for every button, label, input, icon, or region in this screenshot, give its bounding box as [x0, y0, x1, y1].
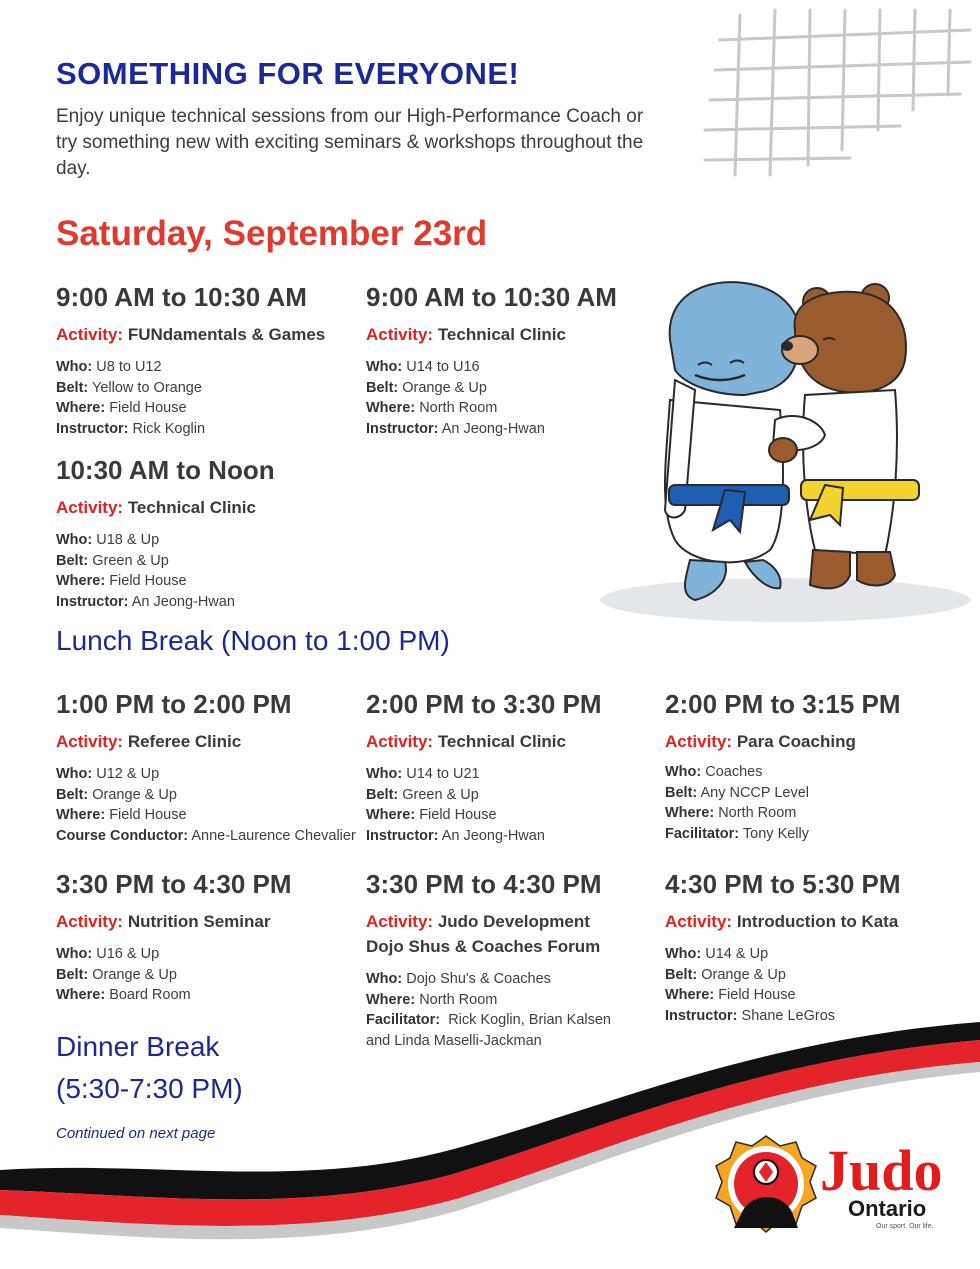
- page-headline: SOMETHING FOR EVERYONE!: [56, 56, 520, 91]
- mat-grid-decoration: [700, 0, 980, 190]
- brand-tagline: Our sport. Our life.: [876, 1223, 934, 1230]
- judo-mascots-illustration: [595, 270, 980, 630]
- session-details: Who: U16 & Up Belt: Orange & Up Where: Board Room: [56, 946, 191, 1003]
- session-details: Who: U8 to U12 Belt: Yellow to Orange Where: Field House Instructor: Rick Koglin: [56, 359, 206, 437]
- session-activity: Activity: FUNdamentals & Games: [56, 325, 326, 344]
- session-card: [665, 869, 901, 1026]
- lunch-break: Lunch Break (Noon to 1:00 PM): [56, 625, 450, 656]
- session-card: [366, 689, 602, 846]
- session-time: 2:00 PM to 3:30 PM: [366, 689, 602, 719]
- session-details: Who: U14 to U16 Belt: Orange & Up Where: North Room Instructor: An Jeong-Hwan: [366, 359, 545, 437]
- dinner-break: Dinner Break (5:30-7:30 PM): [56, 1031, 243, 1104]
- session-activity: Activity: Para Coaching: [665, 732, 856, 751]
- brand-name: Judo: [820, 1138, 943, 1203]
- session-time: 10:30 AM to Noon: [56, 455, 275, 485]
- session-card: [56, 689, 356, 846]
- session-activity: Activity: Introduction to Kata: [665, 912, 899, 931]
- session-details: Who: U18 & Up Belt: Green & Up Where: Field House Instructor: An Jeong-Hwan: [56, 532, 235, 610]
- session-time: 3:30 PM to 4:30 PM: [56, 869, 292, 899]
- session-activity: Activity: Technical Clinic: [366, 325, 566, 344]
- session-time: 3:30 PM to 4:30 PM: [366, 869, 602, 899]
- session-details: Who: U12 & Up Belt: Orange & Up Where: Field House Course Conductor: Anne-Laurence Chevalier: [56, 766, 356, 844]
- session-activity: Activity: Referee Clinic: [56, 732, 242, 751]
- session-card: [56, 282, 325, 439]
- session-details: Who: Coaches Belt: Any NCCP Level Where: North Room Facilitator: Tony Kelly: [665, 764, 809, 842]
- session-time: 9:00 AM to 10:30 AM: [56, 282, 307, 312]
- session-details: Who: U14 & Up Belt: Orange & Up Where: Field House Instructor: Shane LeGros: [665, 946, 836, 1024]
- session-activity: Activity: Nutrition Seminar: [56, 912, 271, 931]
- brand-subtitle: Ontario: [848, 1196, 927, 1221]
- session-card: [56, 869, 292, 1006]
- session-activity: Activity: Technical Clinic: [56, 498, 256, 517]
- intro-paragraph: Enjoy unique technical sessions from our High-Performance Coach or try something new with exciting seminars & workshops throughout the day.: [56, 106, 644, 179]
- session-activity: Activity: Technical Clinic: [366, 732, 566, 751]
- session-time: 4:30 PM to 5:30 PM: [665, 869, 901, 899]
- event-date: Saturday, September 23rd: [56, 214, 488, 253]
- session-time: 1:00 PM to 2:00 PM: [56, 689, 292, 719]
- session-time: 2:00 PM to 3:15 PM: [665, 689, 901, 719]
- session-details: Who: U14 to U21 Belt: Green & Up Where: Field House Instructor: An Jeong-Hwan: [366, 766, 545, 844]
- judo-ontario-logo-icon: [712, 1132, 820, 1244]
- session-card: [665, 689, 901, 844]
- session-time: 9:00 AM to 10:30 AM: [366, 282, 617, 312]
- continued-note: Continued on next page: [56, 1125, 216, 1142]
- session-card: [56, 455, 275, 612]
- session-card: [366, 282, 617, 439]
- session-details: Who: Dojo Shu's & Coaches Where: North Room Facilitator: Rick Koglin, Brian Kalsen and Linda Maselli-Jackman: [366, 971, 611, 1049]
- session-activity: Activity: Judo Development Dojo Shus & Coaches Forum: [366, 912, 601, 956]
